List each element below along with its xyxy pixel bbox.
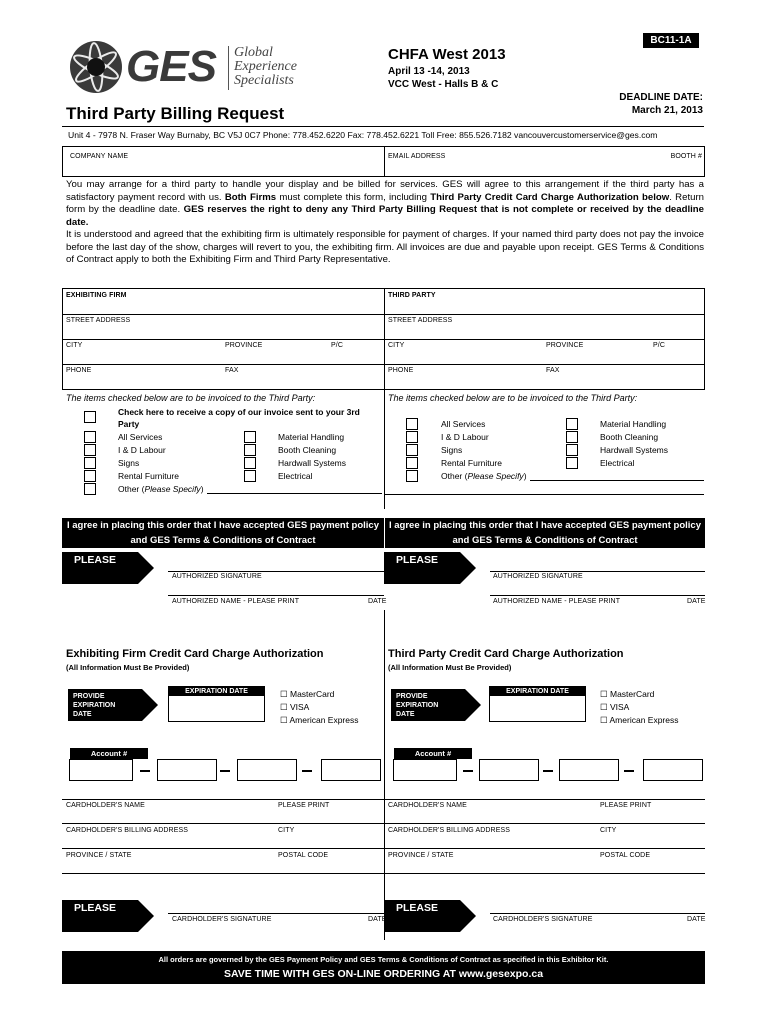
amex-option-left[interactable]: ☐ American Express <box>280 715 359 725</box>
provide-expiration-arrow-right: PROVIDE EXPIRATION DATE <box>391 689 481 721</box>
signs-checkbox-right[interactable] <box>406 444 418 456</box>
authorized-name-line-right[interactable] <box>490 595 705 596</box>
third-party-cc-subtitle: (All Information Must Be Provided) <box>388 663 512 672</box>
contact-line: Unit 4 - 7978 N. Fraser Way Burnaby, BC V5J 0C7 Phone: 778.452.6220 Fax: 778.452.6221 Toll Free: 855.526.7182 vancouvercustomerservice@ges.com <box>68 130 658 140</box>
cardholder-signature-line-left[interactable] <box>168 913 384 914</box>
logo-wordmark: GES <box>126 42 216 91</box>
id-labour-label-left: I & D Labour <box>118 445 166 455</box>
authorized-signature-label-left: AUTHORIZED SIGNATURE <box>172 573 262 580</box>
please-print-label-left: PLEASE PRINT <box>278 802 330 809</box>
cardholder-signature-line-right[interactable] <box>490 913 705 914</box>
expiration-date-box-right[interactable]: EXPIRATION DATE <box>489 686 586 722</box>
event-title: CHFA West 2013 <box>388 46 506 63</box>
province-state-field-left[interactable]: PROVINCE / STATE <box>66 852 132 859</box>
account-box-3-right[interactable] <box>559 759 619 781</box>
account-box-4-left[interactable] <box>321 759 381 781</box>
copy-invoice-checkbox[interactable] <box>84 411 96 423</box>
material-handling-checkbox-left[interactable] <box>244 431 256 443</box>
visa-option-left[interactable]: ☐ VISA <box>280 702 310 712</box>
authorized-name-label-right: AUTHORIZED NAME - PLEASE PRINT <box>493 598 621 605</box>
billing-city-field-left[interactable]: CITY <box>278 827 295 834</box>
provide-expiration-arrow-left: PROVIDE EXPIRATION DATE <box>68 689 158 721</box>
account-box-1-left[interactable] <box>69 759 133 781</box>
material-handling-label-right: Material Handling <box>600 419 667 429</box>
third-party-phone-field[interactable]: PHONE <box>388 367 414 374</box>
booth-cleaning-checkbox-left[interactable] <box>244 444 256 456</box>
postal-code-field-left[interactable]: POSTAL CODE <box>278 852 329 859</box>
electrical-label-left: Electrical <box>278 471 313 481</box>
mastercard-option-left[interactable]: ☐ MasterCard <box>280 689 335 699</box>
footer-note: All orders are governed by the GES Payment Policy and GES Terms & Conditions of Contract as specified in this Exhibitor Kit. <box>158 955 609 964</box>
third-party-fax-field[interactable]: FAX <box>546 367 560 374</box>
rental-furniture-checkbox-right[interactable] <box>406 457 418 469</box>
id-labour-checkbox-left[interactable] <box>84 444 96 456</box>
cardholder-date-label-left: DATE <box>368 916 387 923</box>
account-box-2-right[interactable] <box>479 759 539 781</box>
third-party-street-field[interactable]: STREET ADDRESS <box>388 317 453 324</box>
rental-furniture-label-right: Rental Furniture <box>441 458 502 468</box>
other-label-left: Other (Please Specify) <box>118 484 204 494</box>
cardholder-signature-label-left: CARDHOLDER'S SIGNATURE <box>172 916 272 923</box>
intro-text: You may arrange for a third party to handle your display and be billed for services. GES will agree to this arrangement if the third party has a satisfactory payment record with us. Both Firms must complete this form, including Third Party Credit Card Charge Authorization below. Return form by the deadline date. GES reserves the right to deny any Third Party Billing Request that is not complete or received by the deadline date. It is understood and agreed that the exhibiting firm is ultimately responsible for payment of charges. If your named third party does not pay the invoice before the last day of the show, charges will revert to you, the exhibiting firm. All invoices are due and payable upon receipt. GES Terms & Conditions of Contract apply to both the Exhibiting Firm and Third Party Representative. <box>66 179 704 265</box>
third-party-pc-field[interactable]: P/C <box>653 342 665 349</box>
amex-option-right[interactable]: ☐ American Express <box>600 715 679 725</box>
exhibiting-pc-field[interactable]: P/C <box>331 342 343 349</box>
mastercard-option-right[interactable]: ☐ MasterCard <box>600 689 655 699</box>
signs-label-right: Signs <box>441 445 463 455</box>
billing-city-field-right[interactable]: CITY <box>600 827 617 834</box>
third-party-cc-title: Third Party Credit Card Charge Authorization <box>388 648 624 660</box>
id-labour-label-right: I & D Labour <box>441 432 489 442</box>
material-handling-label-left: Material Handling <box>278 432 345 442</box>
material-handling-checkbox-right[interactable] <box>566 418 578 430</box>
deadline-label: DEADLINE DATE: <box>619 92 703 103</box>
other-checkbox-left[interactable] <box>84 483 96 495</box>
event-venue: VCC West - Halls B & C <box>388 79 499 90</box>
expiration-date-box-left[interactable]: EXPIRATION DATE <box>168 686 265 722</box>
deadline-date: March 21, 2013 <box>631 105 703 116</box>
hardwall-systems-checkbox-right[interactable] <box>566 444 578 456</box>
other-label-right: Other (Please Specify) <box>441 471 527 481</box>
authorized-name-line-left[interactable] <box>168 595 384 596</box>
please-print-label-right: PLEASE PRINT <box>600 802 652 809</box>
account-box-4-right[interactable] <box>643 759 703 781</box>
account-label-right: Account # <box>394 748 472 759</box>
globe-icon <box>66 38 126 96</box>
account-box-1-right[interactable] <box>393 759 457 781</box>
hardwall-systems-label-right: Hardwall Systems <box>600 445 669 455</box>
booth-cleaning-label-right: Booth Cleaning <box>600 432 659 442</box>
event-dates: April 13 -14, 2013 <box>388 66 470 77</box>
province-state-field-right[interactable]: PROVINCE / STATE <box>388 852 454 859</box>
all-services-label-right: All Services <box>441 419 486 429</box>
ges-logo <box>66 38 316 98</box>
items-instruction-right: The items checked below are to be invoiced to the Third Party: <box>388 393 638 403</box>
booth-cleaning-label-left: Booth Cleaning <box>278 445 337 455</box>
authorized-signature-line-right[interactable] <box>490 571 705 572</box>
third-party-province-field[interactable]: PROVINCE <box>546 342 584 349</box>
items-instruction-left: The items checked below are to be invoiced to the Third Party: <box>66 393 316 403</box>
rental-furniture-label-left: Rental Furniture <box>118 471 179 481</box>
visa-option-right[interactable]: ☐ VISA <box>600 702 630 712</box>
cardholder-date-label-right: DATE <box>687 916 706 923</box>
all-services-checkbox-right[interactable] <box>406 418 418 430</box>
date-label-right: DATE <box>687 598 706 605</box>
cardholder-name-field-left[interactable]: CARDHOLDER'S NAME <box>66 802 145 809</box>
account-box-2-left[interactable] <box>157 759 217 781</box>
exhibiting-cc-subtitle: (All Information Must Be Provided) <box>66 663 190 672</box>
account-label-left: Account # <box>70 748 148 759</box>
third-party-city-field[interactable]: CITY <box>388 342 405 349</box>
all-services-label-left: All Services <box>118 432 163 442</box>
footer-save-time: SAVE TIME WITH GES ON-LINE ORDERING AT www.gesexpo.ca <box>223 968 544 980</box>
exhibiting-city-field[interactable]: CITY <box>66 342 83 349</box>
hardwall-systems-checkbox-left[interactable] <box>244 457 256 469</box>
form-code-badge: BC11-1A <box>643 33 699 48</box>
all-services-checkbox-left[interactable] <box>84 431 96 443</box>
signs-checkbox-left[interactable] <box>84 457 96 469</box>
hardwall-systems-label-left: Hardwall Systems <box>278 458 347 468</box>
exhibiting-province-field[interactable]: PROVINCE <box>225 342 263 349</box>
electrical-checkbox-left[interactable] <box>244 470 256 482</box>
billing-address-field-right[interactable]: CARDHOLDER'S BILLING ADDRESS <box>388 827 511 834</box>
other-specify-line-right[interactable] <box>530 480 704 481</box>
exhibiting-cc-title: Exhibiting Firm Credit Card Charge Authorization <box>66 648 324 660</box>
authorized-name-label-left: AUTHORIZED NAME - PLEASE PRINT <box>172 598 300 605</box>
other-checkbox-right[interactable] <box>406 470 418 482</box>
logo-tagline-2: Experience <box>234 59 297 74</box>
exhibiting-phone-field[interactable]: PHONE <box>66 367 92 374</box>
please-sign-arrow-left: PLEASE <box>62 552 154 584</box>
logo-tagline-1: Global <box>234 45 273 60</box>
agreement-bar-right: I agree in placing this order that I have accepted GES payment policy and GES Terms & Conditions of Contract <box>385 518 705 548</box>
cardholder-signature-label-right: CARDHOLDER'S SIGNATURE <box>493 916 593 923</box>
booth-cleaning-checkbox-right[interactable] <box>566 431 578 443</box>
billing-address-field-left[interactable]: CARDHOLDER'S BILLING ADDRESS <box>66 827 189 834</box>
logo-tagline-3: Specialists <box>234 73 294 88</box>
exhibiting-fax-field[interactable]: FAX <box>225 367 239 374</box>
authorized-signature-label-right: AUTHORIZED SIGNATURE <box>493 573 583 580</box>
electrical-checkbox-right[interactable] <box>566 457 578 469</box>
exhibiting-firm-field[interactable]: EXHIBITING FIRM <box>66 292 127 299</box>
copy-invoice-label: Check here to receive a copy of our invoice sent to your 3rd Party <box>118 407 360 429</box>
please-sign-arrow-right: PLEASE <box>384 552 476 584</box>
signs-label-left: Signs <box>118 458 140 468</box>
date-label-left: DATE <box>368 598 387 605</box>
please-cardholder-arrow-left: PLEASE <box>62 900 154 932</box>
exhibiting-street-field[interactable]: STREET ADDRESS <box>66 317 131 324</box>
email-field[interactable]: EMAIL ADDRESS <box>388 153 446 160</box>
rental-furniture-checkbox-left[interactable] <box>84 470 96 482</box>
id-labour-checkbox-right[interactable] <box>406 431 418 443</box>
authorized-signature-line-left[interactable] <box>168 571 384 572</box>
please-cardholder-arrow-right: PLEASE <box>384 900 476 932</box>
agreement-bar-left: I agree in placing this order that I have accepted GES payment policy and GES Terms & Conditions of Contract <box>62 518 384 548</box>
third-party-field[interactable]: THIRD PARTY <box>388 292 436 299</box>
cardholder-name-field-right[interactable]: CARDHOLDER'S NAME <box>388 802 467 809</box>
account-box-3-left[interactable] <box>237 759 297 781</box>
other-specify-line-left[interactable] <box>207 493 382 494</box>
booth-field[interactable]: BOOTH # <box>670 153 702 160</box>
postal-code-field-right[interactable]: POSTAL CODE <box>600 852 651 859</box>
form-title: Third Party Billing Request <box>66 104 285 123</box>
electrical-label-right: Electrical <box>600 458 635 468</box>
company-name-field[interactable]: COMPANY NAME <box>70 153 129 160</box>
